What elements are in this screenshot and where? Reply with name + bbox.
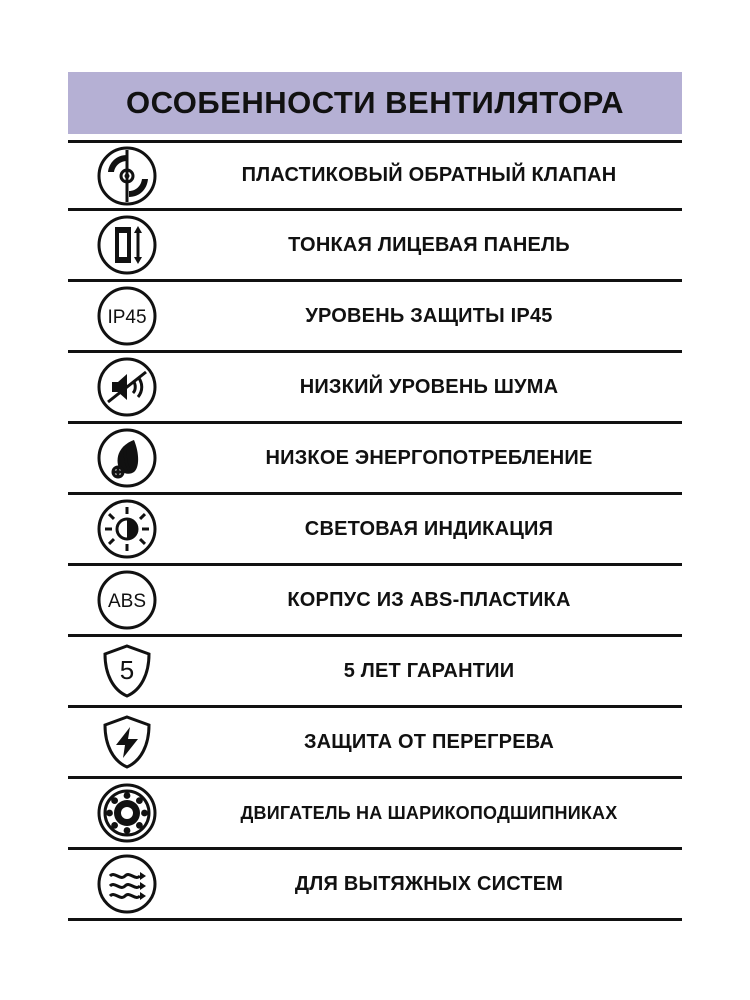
exhaust-airflow-icon <box>68 849 186 920</box>
low-energy-leaf-icon <box>68 423 186 494</box>
warranty-years-text: 5 <box>119 655 135 685</box>
list-item-label: ТОНКАЯ ЛИЦЕВАЯ ПАНЕЛЬ <box>288 233 570 256</box>
list-item-label: ЗАЩИТА ОТ ПЕРЕГРЕВА <box>303 730 555 753</box>
low-noise-icon <box>68 352 186 423</box>
poster-header <box>68 72 682 134</box>
list-item-label: ДЛЯ ВЫТЯЖНЫХ СИСТЕМ <box>294 872 564 895</box>
list-item <box>68 566 682 637</box>
ip45-rating-text: IP45 <box>107 307 147 328</box>
list-item <box>68 211 682 282</box>
list-item <box>68 495 682 566</box>
overheat-protection-shield-icon <box>68 707 186 778</box>
abs-plastic-text: ABS <box>107 591 147 612</box>
slim-front-panel-icon <box>68 210 186 281</box>
list-item-label: КОРПУС ИЗ ABS-ПЛАСТИКА <box>287 588 571 611</box>
non-return-valve-icon <box>68 140 186 211</box>
ball-bearing-motor-icon <box>68 778 186 849</box>
list-item <box>68 353 682 424</box>
page-title: ОСОБЕННОСТИ ВЕНТИЛЯТОРА <box>126 85 624 120</box>
list-item-label: НИЗКИЙ УРОВЕНЬ ШУМА <box>299 375 559 398</box>
list-item <box>68 637 682 708</box>
list-item <box>68 850 682 921</box>
warranty-shield-icon <box>68 636 186 707</box>
abs-plastic-icon <box>68 565 186 636</box>
list-item-label: НИЗКОЕ ЭНЕРГОПОТРЕБЛЕНИЕ <box>265 446 593 469</box>
list-item <box>68 140 682 211</box>
list-item-label: 5 ЛЕТ ГАРАНТИИ <box>343 659 515 682</box>
list-item-label: СВЕТОВАЯ ИНДИКАЦИЯ <box>304 517 554 540</box>
list-item-label: УРОВЕНЬ ЗАЩИТЫ IP45 <box>305 304 553 327</box>
ip45-rating-icon <box>68 281 186 352</box>
light-indicator-icon <box>68 494 186 565</box>
list-item <box>68 424 682 495</box>
feature-list <box>68 140 682 921</box>
list-item <box>68 282 682 353</box>
list-item <box>68 779 682 850</box>
list-item-label: ПЛАСТИКОВЫЙ ОБРАТНЫЙ КЛАПАН <box>241 164 617 186</box>
list-item-label: ДВИГАТЕЛЬ НА ШАРИКОПОДШИПНИКАХ <box>240 802 618 823</box>
list-item <box>68 708 682 779</box>
